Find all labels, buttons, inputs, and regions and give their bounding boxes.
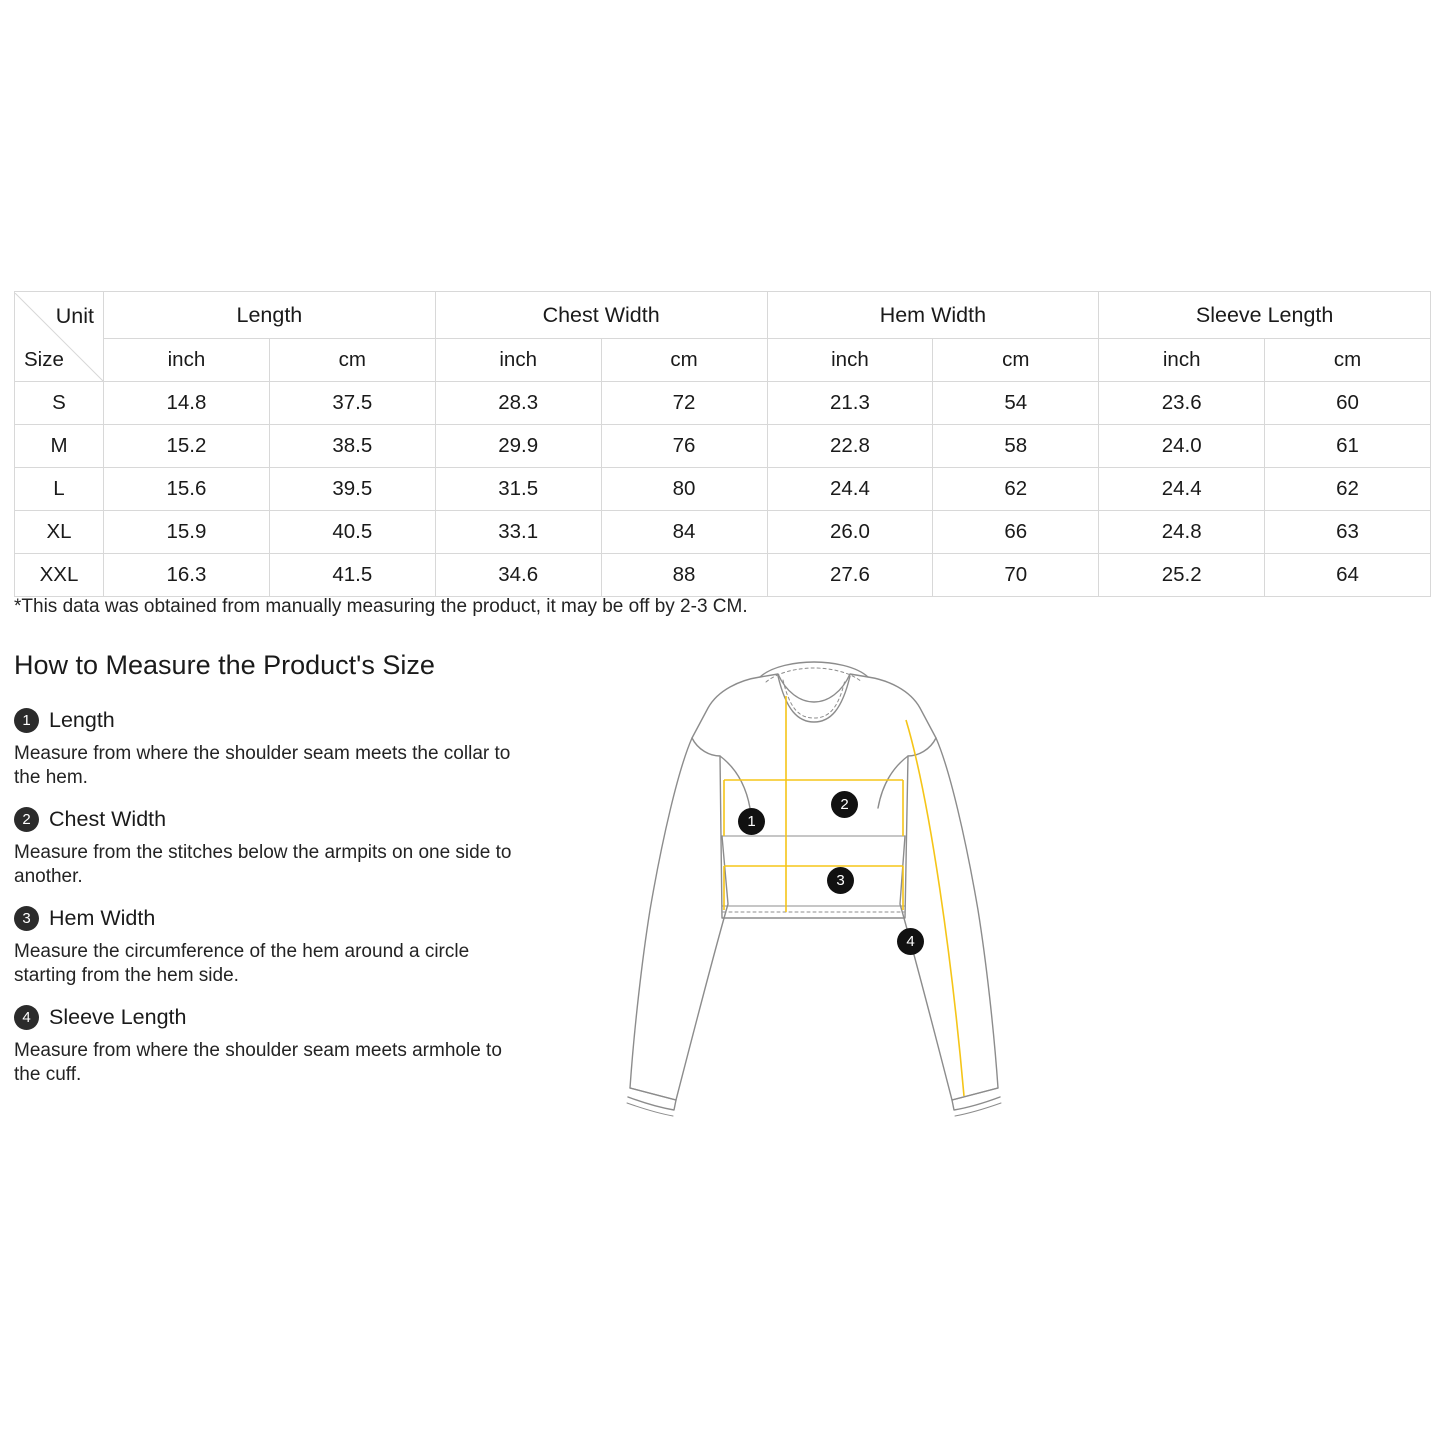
- row-size-label: S: [15, 382, 104, 425]
- unit-size-corner-cell: [15, 292, 104, 382]
- cell-value: 16.3: [104, 554, 270, 597]
- size-chart-table-container: [14, 291, 1431, 597]
- table-row: [15, 425, 1431, 468]
- measure-step-length: [14, 705, 534, 790]
- table-row: [15, 468, 1431, 511]
- cell-value: 38.5: [269, 425, 435, 468]
- group-header-length: Length: [104, 292, 436, 339]
- group-header-sleeve-length: Sleeve Length: [1099, 292, 1431, 339]
- cell-value: 62: [933, 468, 1099, 511]
- cell-value: 31.5: [435, 468, 601, 511]
- cell-value: 14.8: [104, 382, 270, 425]
- step-header: [14, 804, 534, 834]
- step-description: Measure from the stitches below the armpits on one side to another.: [14, 842, 512, 887]
- step-header: [14, 903, 534, 933]
- subheader-chest-cm: cm: [601, 339, 767, 382]
- cell-value: 28.3: [435, 382, 601, 425]
- row-size-label: L: [15, 468, 104, 511]
- cell-value: 54: [933, 382, 1099, 425]
- cell-value: 27.6: [767, 554, 933, 597]
- cell-value: 24.8: [1099, 511, 1265, 554]
- group-header-hem-width: Hem Width: [767, 292, 1099, 339]
- cell-value: 39.5: [269, 468, 435, 511]
- cell-value: 24.4: [1099, 468, 1265, 511]
- row-size-label: XL: [15, 511, 104, 554]
- cell-value: 76: [601, 425, 767, 468]
- cell-value: 58: [933, 425, 1099, 468]
- table-row: [15, 554, 1431, 597]
- cell-value: 40.5: [269, 511, 435, 554]
- table-group-header-row: [15, 292, 1431, 339]
- subheader-length-cm: cm: [269, 339, 435, 382]
- corner-diagonal: [15, 293, 103, 381]
- cell-value: 25.2: [1099, 554, 1265, 597]
- cell-value: 34.6: [435, 554, 601, 597]
- measurement-disclaimer: *This data was obtained from manually measuring the product, it may be off by 2-3 CM.: [14, 596, 748, 617]
- cell-value: 37.5: [269, 382, 435, 425]
- subheader-hem-cm: cm: [933, 339, 1099, 382]
- step-description: Measure from where the shoulder seam meets armhole to the cuff.: [14, 1040, 502, 1085]
- cell-value: 80: [601, 468, 767, 511]
- cell-value: 15.6: [104, 468, 270, 511]
- step-header: [14, 705, 534, 735]
- cell-value: 33.1: [435, 511, 601, 554]
- cell-value: 84: [601, 511, 767, 554]
- table-subheader-row: [15, 339, 1431, 382]
- marker-4-sleeve-length: 4: [897, 928, 924, 955]
- cell-value: 62: [1265, 468, 1431, 511]
- cell-value: 22.8: [767, 425, 933, 468]
- cell-value: 41.5: [269, 554, 435, 597]
- cell-value: 15.9: [104, 511, 270, 554]
- cell-value: 72: [601, 382, 767, 425]
- step-number-badge: 1: [14, 708, 39, 733]
- cell-value: 70: [933, 554, 1099, 597]
- step-name: Sleeve Length: [49, 1004, 187, 1029]
- cell-value: 26.0: [767, 511, 933, 554]
- marker-2-chest-width: 2: [831, 791, 858, 818]
- subheader-length-inch: inch: [104, 339, 270, 382]
- step-description: Measure the circumference of the hem around a circle starting from the hem side.: [14, 941, 470, 986]
- unit-label: Unit: [55, 303, 94, 328]
- size-chart-table: [14, 291, 1431, 597]
- how-to-measure-steps: [14, 705, 534, 1101]
- step-description: Measure from where the shoulder seam meets the collar to the hem.: [14, 743, 511, 788]
- measure-step-hem-width: [14, 903, 534, 988]
- subheader-sleeve-cm: cm: [1265, 339, 1431, 382]
- step-number-badge: 4: [14, 1005, 39, 1030]
- guide-line-sleeve-length: [906, 720, 964, 1096]
- row-size-label: XXL: [15, 554, 104, 597]
- step-header: [14, 1002, 534, 1032]
- measure-step-chest-width: [14, 804, 534, 889]
- marker-1-length: 1: [738, 808, 765, 835]
- subheader-sleeve-inch: inch: [1099, 339, 1265, 382]
- subheader-hem-inch: inch: [767, 339, 933, 382]
- cell-value: 60: [1265, 382, 1431, 425]
- cell-value: 63: [1265, 511, 1431, 554]
- cell-value: 15.2: [104, 425, 270, 468]
- group-header-chest-width: Chest Width: [435, 292, 767, 339]
- cell-value: 88: [601, 554, 767, 597]
- cell-value: 66: [933, 511, 1099, 554]
- cell-value: 24.0: [1099, 425, 1265, 468]
- step-number-badge: 3: [14, 906, 39, 931]
- garment-illustration: [600, 660, 1020, 1140]
- step-name: Length: [49, 707, 115, 732]
- step-name: Hem Width: [49, 905, 156, 930]
- cell-value: 24.4: [767, 468, 933, 511]
- step-name: Chest Width: [49, 806, 167, 831]
- measure-step-sleeve-length: [14, 1002, 534, 1087]
- cell-value: 29.9: [435, 425, 601, 468]
- cell-value: 64: [1265, 554, 1431, 597]
- cell-value: 23.6: [1099, 382, 1265, 425]
- how-to-measure-title: How to Measure the Product's Size: [14, 650, 435, 680]
- marker-3-hem-width: 3: [827, 867, 854, 894]
- table-row: [15, 382, 1431, 425]
- size-label: Size: [24, 347, 64, 371]
- cell-value: 21.3: [767, 382, 933, 425]
- step-number-badge: 2: [14, 807, 39, 832]
- cell-value: 61: [1265, 425, 1431, 468]
- long-sleeve-crop-top-diagram: [600, 660, 1020, 1140]
- row-size-label: M: [15, 425, 104, 468]
- subheader-chest-inch: inch: [435, 339, 601, 382]
- table-row: [15, 511, 1431, 554]
